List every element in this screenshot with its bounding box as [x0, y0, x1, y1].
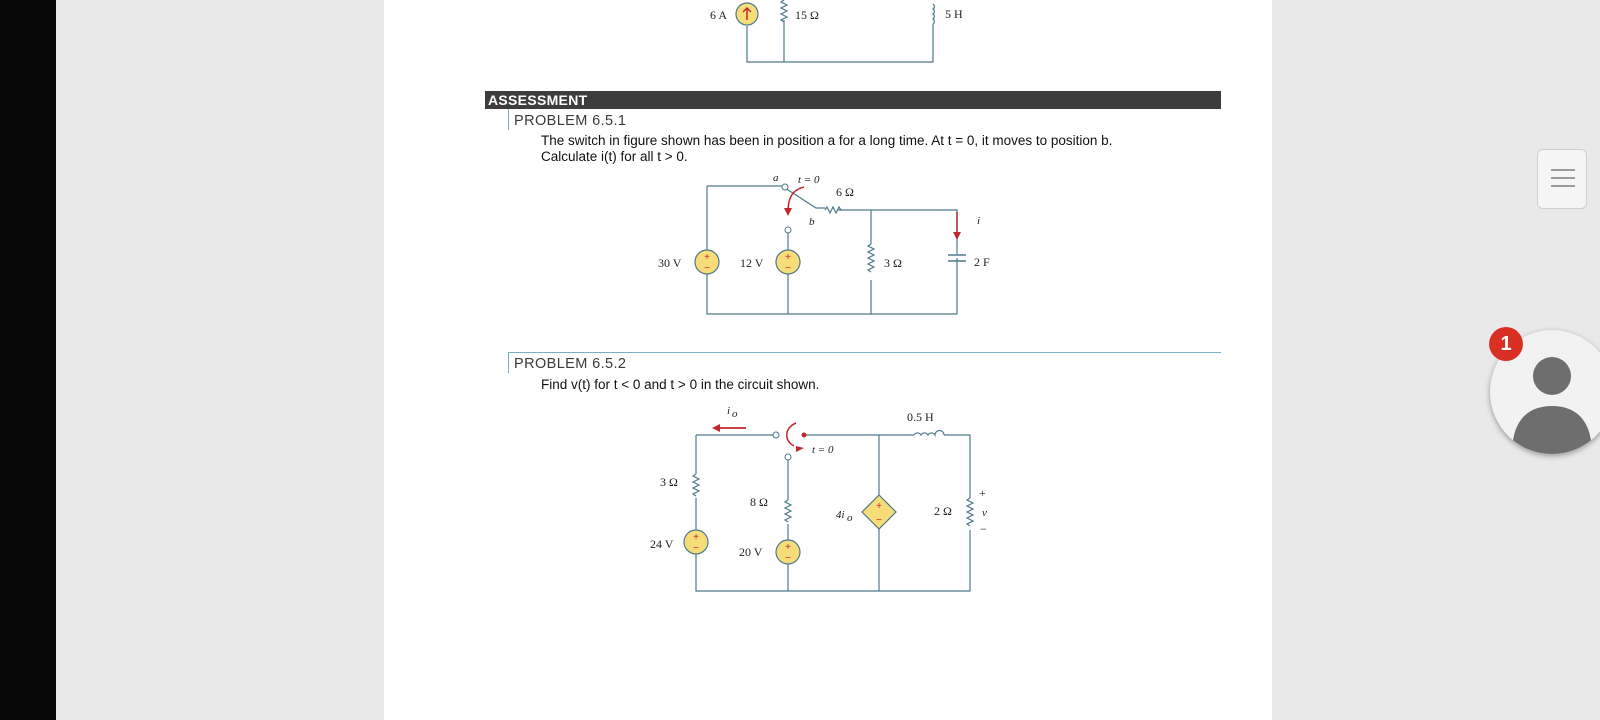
document-page [384, 0, 1272, 720]
svg-text:3 Ω: 3 Ω [660, 475, 678, 489]
svg-text:i: i [977, 215, 981, 227]
resistor-icon [785, 500, 791, 522]
top-resistor-label: 15 Ω [795, 8, 819, 22]
svg-text:a: a [773, 172, 779, 184]
svg-text:20 V: 20 V [739, 545, 763, 559]
problem-2-circuit [384, 0, 1272, 720]
svg-text:−: − [785, 553, 791, 564]
resistor-icon [693, 474, 699, 496]
svg-text:0.5 H: 0.5 H [907, 410, 934, 424]
top-inductor-label: 5 H [945, 7, 963, 21]
svg-text:−: − [785, 263, 791, 274]
svg-text:6 Ω: 6 Ω [836, 185, 854, 199]
svg-text:2 F: 2 F [974, 255, 990, 269]
svg-text:+: + [979, 486, 986, 500]
svg-text:2 Ω: 2 Ω [934, 504, 952, 518]
problem-2-text-line-1: Find v(t) for t < 0 and t > 0 in the circuit shown. [541, 377, 820, 392]
svg-text:+: + [704, 252, 710, 263]
notification-badge[interactable]: 1 [1489, 327, 1523, 361]
svg-text:24 V: 24 V [650, 537, 674, 551]
left-black-bar [0, 0, 56, 720]
svg-text:+: + [785, 252, 791, 263]
top-source-label: 6 A [710, 8, 728, 22]
svg-text:b: b [809, 216, 815, 228]
problem-1-text-line-1: The switch in figure shown has been in position a for a long time. At t = 0, it moves to position b. [541, 133, 1113, 148]
svg-text:+: + [693, 532, 699, 543]
svg-text:o: o [732, 408, 738, 420]
svg-text:t = 0: t = 0 [798, 174, 820, 186]
svg-text:+: + [785, 542, 791, 553]
svg-text:3 Ω: 3 Ω [884, 256, 902, 270]
svg-text:−: − [693, 543, 699, 554]
hamburger-menu-icon[interactable] [1537, 149, 1587, 209]
svg-text:−: − [876, 515, 882, 526]
svg-text:i: i [727, 405, 731, 417]
svg-text:8 Ω: 8 Ω [750, 495, 768, 509]
svg-text:4i: 4i [836, 509, 845, 521]
svg-text:+: + [876, 501, 882, 512]
problem-1-title: PROBLEM 6.5.1 [514, 113, 627, 129]
svg-text:12 V: 12 V [740, 256, 764, 270]
problem-2-title: PROBLEM 6.5.2 [514, 356, 627, 372]
svg-text:−: − [704, 263, 710, 274]
svg-text:t = 0: t = 0 [812, 444, 834, 456]
svg-text:30 V: 30 V [658, 256, 682, 270]
svg-text:−: − [980, 522, 987, 536]
svg-text:o: o [847, 512, 853, 524]
resistor-icon [967, 498, 973, 526]
inductor-icon [914, 431, 944, 436]
problem-1-text-line-2: Calculate i(t) for all t > 0. [541, 149, 688, 164]
assessment-heading: ASSESSMENT [485, 91, 1221, 109]
svg-text:v: v [982, 507, 987, 519]
